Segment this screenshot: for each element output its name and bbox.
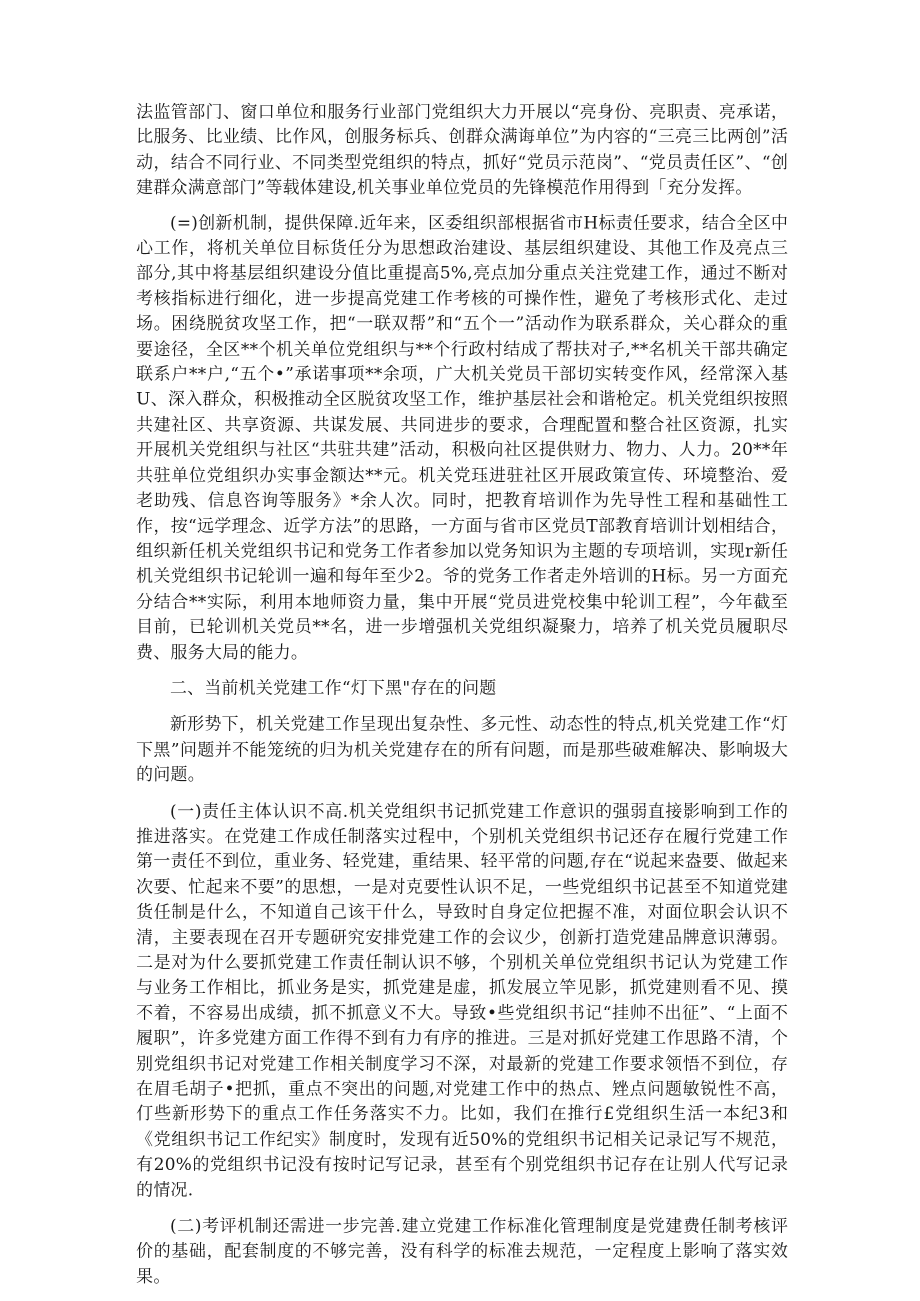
paragraph-responsibility-awareness: (一)责任主体认识不高.机关党组织书记抓党建工作意识的强弱直接影响到工作的推进落实。在党建工作成任制落实过程中，个别机关党组织书记还存在履行党建工作第一责任不到位，重业务、轻党建，重结果、轻平常的问题,存在“说起来盎要、做起来次要、忙起来不要”的思想，一是对克要性认识不足，一些党组织书记甚至不知道党建货任制是什么，不知道自己该干什么，导致时自身定位把握不准，对面位职会认识不清，主要表现在召开专题研究安排党建工作的会议少，创新打造党建品牌意识薄弱。二是对为什么要抓党建工作责任制认识不够，个别机关单位党组织书记认为党建工作与业务工作相比，抓业务是实，抓党建是虚，抓发展立竿见影，抓党建则看不见、摸不着，不容易出成绩，抓不抓意义不大。导致•些党组织书记“挂帅不出征”、“上面不履职”，许多党建方面工作得不到有力有序的推进。三是对抓好党建工作思路不清，个别党组织书记对党建工作相关制度学习不深，对最新的党建工作要求领悟不到位，存在眉毛胡子•把抓，重点不突出的问题,对党建工作中的热点、矬点问题敏锐性不高，仃些新形势下的重点工作任务落实不力。比如，我们在推行£党组织生活一本纪3和《党组织书记工作纪实》制度时，发现有近50%的党组织书记相关记录记写不规范，有20%的党组织书记没有按时记写记录，甚至有个别党组织书记存在让别人代写记录的情况. <box>136 801 789 1201</box>
section-heading-problems: 二、当前机关党建工作“灯下黑"存在的问题 <box>169 678 497 699</box>
paragraph-innovation-mechanism: (=)创新机制，提供保障.近年来，区委组织部根据省市H标责任要求，结合全区中心工作，将机关单位目标货任分为思想政治建设、基层组织建设、其他工作及亮点三部分,其中将基层组织建设分值比重提高5%,亮点加分重点关注党建工作，通过不断对考核指标进行细化，进一步提高党建工作考核的可操作性，避免了考核形式化、走过场。困绕脱贫攻坚工作，把“一联双帮”和“五个一”活动作为联系群众，关心群众的重要途径，全区**个机关单位党组织与**个行政村结成了帮扶对子,**名机关干部共确定联系户**户,“五个•”承诺事项**余项，广大机关党员干部切实转变作风，经常深入基U、深入群众，积极推动全区脱贫攻坚工作，维护基层社会和谐枪定。机关党组织按照共建社区、共享资源、共谋发展、共同进步的要求，合理配置和整合社区资源，扎实开展机关党组织与社区“共驻共建”活动，积极向社区提供财力、物力、人力。20**年共驻单位党组织办实事金额达**元。机关党珏进驻社区开展政策宣传、环境整治、爱老助残、信息咨询等服务》*余人次。同时，把教育培训作为先导性工程和基础性工作，按“远学理念、近学方法”的思路，一方面与省市区党员T部教育培训计划相结合，组织新任机关党组织书记和党务工作者参加以党务知识为主题的专项培训，实现r新任机关党组织书记轮训一遍和每年至少2。爷的党务工作者走外培训的H标。另一方面充分结合**实际，利用本地师资力量，集中开展“党员进党校集中轮训工程”，今年截至目前，已轮训机关党员**名，进一步增强机关党组织凝聚力，培养了机关党员履职尽费、服务大局的能力。 <box>136 213 789 663</box>
paragraph-evaluation-mechanism: (二)考评机制还需进一步完善.建立党建工作标准化管理制度是党建费任制考核评价的基础，配套制度的不够完善，没有科学的标准去规范，一定程度上影响了落实效果。 <box>136 1216 789 1287</box>
paragraph-continuation: 法监管部门、窗口单位和服务行业部门党组织大力开展以“亮身份、亮职责、亮承诺，比服务、比业绩、比作风，创服务标兵、创群众满诲单位”为内容的“三亮三比两创”活动，结合不同行业、不同类型党组织的特点，抓好“党员示范岗”、“党员责任区”、“创建群众满意部门”等载体建设,机关事业单位党员的先锋模范作用得到「充分发挥。 <box>136 102 789 199</box>
document-body <box>136 100 788 1301</box>
paragraph-new-situation: 新形势下，机关党建工作呈现出复杂性、多元性、动态性的特点,机关党建工作“灯下黑”问题并不能笼统的归为机关党建存在的所有问题，而是那些破难解决、影响圾大的问题。 <box>136 714 789 786</box>
